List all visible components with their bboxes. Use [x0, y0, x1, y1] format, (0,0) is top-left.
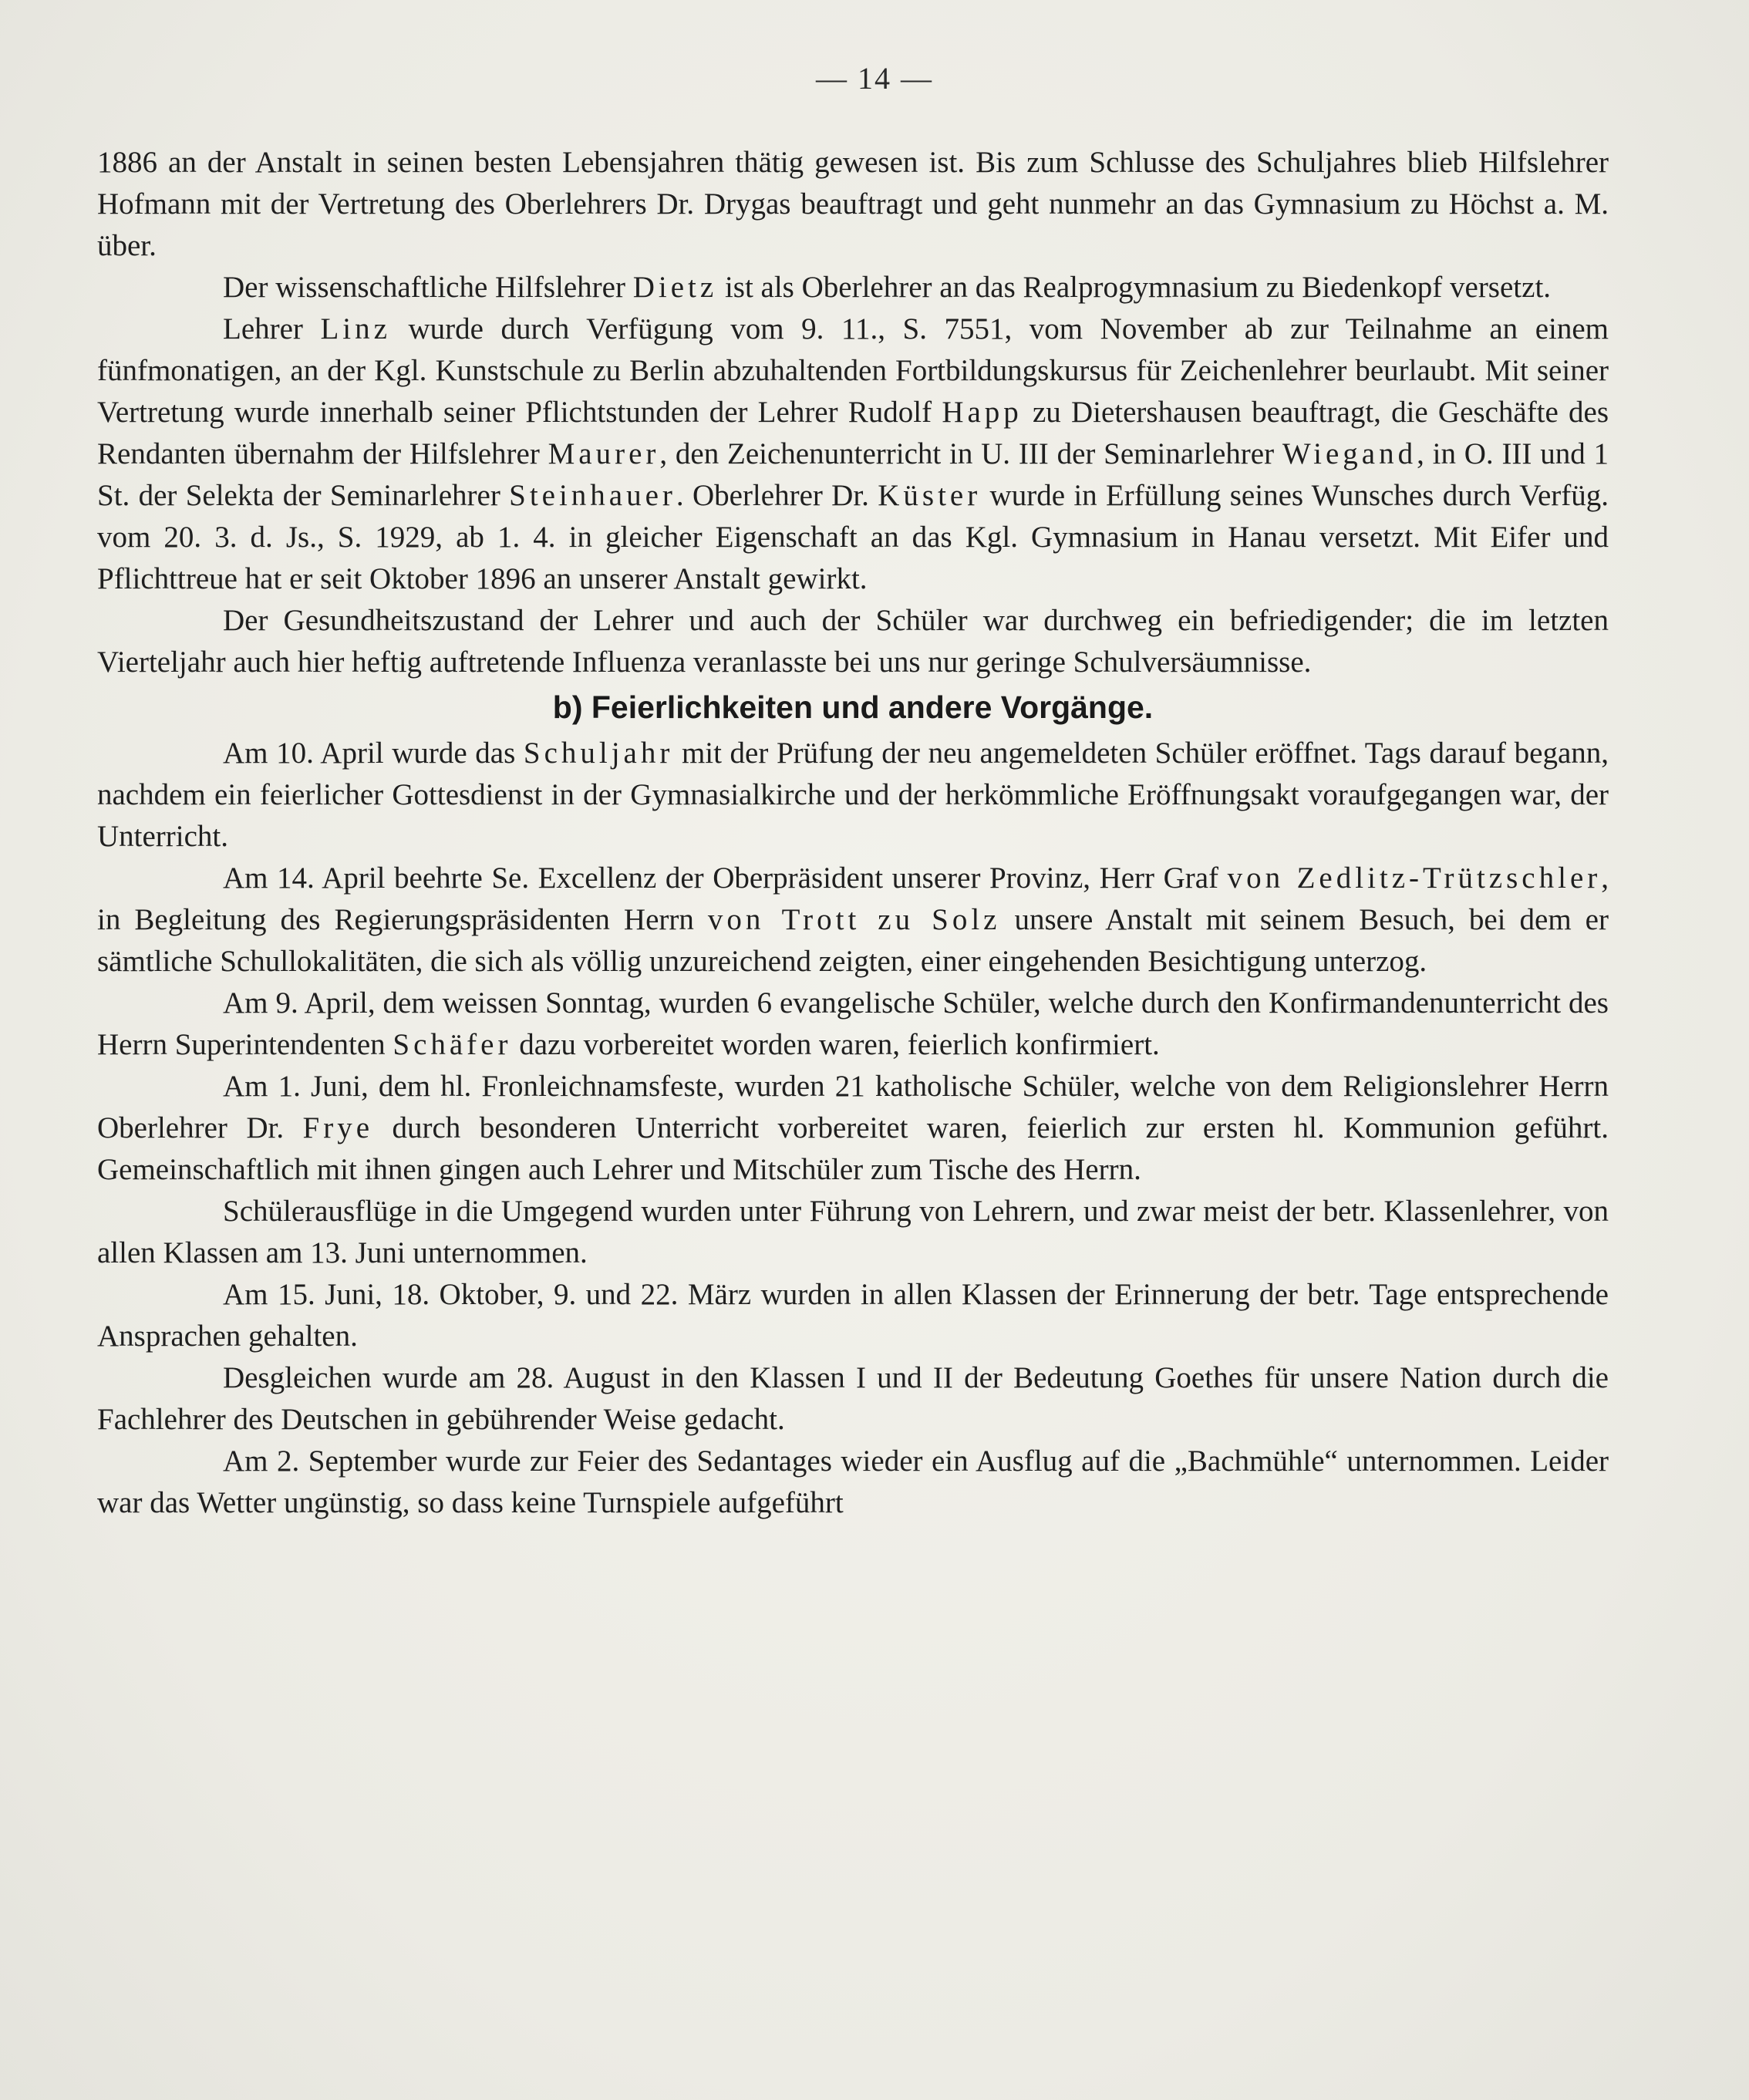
paragraph-oberpraesident-visit	[97, 858, 1609, 983]
paragraph-commemorations: Am 15. Juni, 18. Oktober, 9. und 22. März wurden in allen Klassen der Erinnerung der betr. Tage entsprechende Ansprachen gehalten.	[97, 1278, 1609, 1353]
paragraph-excursions: Schülerausflüge in die Umgegend wurden unter Führung von Lehrern, und zwar meist der betr. Klassenlehrer, von allen Klassen am 13. Juni unternommen.	[97, 1195, 1609, 1269]
person-name-dietz: Dietz	[632, 271, 718, 304]
paragraph-goethe: Desgleichen wurde am 28. August in den Klassen I und II der Bedeutung Goethes für unsere Nation durch die Fachlehrer des Deutschen in gebührender Weise gedacht.	[97, 1361, 1609, 1436]
paragraph-communion	[97, 1066, 1609, 1191]
text-run: Am 1. Juni, dem hl. Fronleichnamsfeste, wurden 21 katholische Schüler, welche von dem Religionslehrer Herrn Oberlehrer Dr.	[97, 1070, 1609, 1144]
body-text	[97, 142, 1609, 1524]
paragraph-health: Der Gesundheitszustand der Lehrer und auch der Schüler war durchweg ein befriedigender; die im letzten Vierteljahr auch hier heftig auftretende Influenza veranlasste bei uns nur geringe Schulversäumnisse.	[97, 604, 1609, 679]
text-run: dazu vorbereitet worden waren, feierlich konfirmiert.	[511, 1028, 1160, 1061]
paragraph-linz	[97, 308, 1609, 600]
text-run: unsere Anstalt mit seinem Besuch, bei dem er sämtliche Schullokalitäten, die sich als völlig unzureichend zeigten, einer eingehenden Besichtigung unterzog.	[97, 903, 1609, 978]
paragraph-dietz	[97, 267, 1609, 308]
person-name-schaefer: Schäfer	[393, 1028, 512, 1061]
text-run: zu Dietershausen beauftragt, die Geschäfte des Rendanten übernahm der Hilfslehrer	[97, 396, 1609, 470]
person-name-zedlitz: von Zedlitz-Trützschler	[1227, 861, 1602, 895]
text-run: Am 14. April beehrte Se. Excellenz der Oberpräsident unserer Provinz, Herr Graf	[223, 861, 1228, 895]
paragraph-confirmation	[97, 983, 1609, 1066]
text-run: wurde durch Verfügung vom 9. 11., S. 7551, vom November ab zur Teilnahme an einem fünfmonatigen, an der Kgl. Kunstschule zu Berlin abzuhaltenden Fortbildungskursus für Zeichenlehrer beurlaubt. Mit seiner Vertretung wurde innerhalb seiner Pflichtstunden der Lehrer Rudolf	[97, 312, 1609, 429]
person-name-steinhauer: Steinhauer	[509, 479, 676, 512]
section-heading: b) Feierlichkeiten und andere Vorgänge.	[552, 689, 1154, 725]
text-run: mit der Prüfung der neu angemeldeten Schüler eröffnet. Tags darauf begann, nachdem ein feierlicher Gottesdienst in der Gymnasialkirche und der herkömmliche Eröffnungsakt voraufgegangen war, der Unterricht.	[97, 737, 1609, 853]
text-run: ist als Oberlehrer an das Realprogymnasium zu Biedenkopf versetzt.	[717, 271, 1552, 304]
page-number: — 14 —	[816, 61, 933, 96]
text-run: durch besonderen Unterricht vorbereitet waren, feierlich zur ersten hl. Kommunion geführt. Gemeinschaftlich mit ihnen gingen auch Lehrer und Mitschüler zum Tische des Herrn.	[97, 1111, 1609, 1186]
person-name-maurer: Maurer	[548, 437, 660, 470]
person-name-wiegand: Wiegand	[1282, 437, 1417, 470]
text-run: . Oberlehrer Dr.	[676, 479, 878, 512]
person-name-happ: Happ	[942, 396, 1023, 429]
paragraph-school-year-opening	[97, 733, 1609, 858]
text-run: Lehrer	[223, 312, 321, 346]
paragraph-sedan-day: Am 2. September wurde zur Feier des Sedantages wieder ein Ausflug auf die „Bachmühle“ unternommen. Leider war das Wetter ungünstig, so dass keine Turnspiele aufgeführt	[97, 1444, 1609, 1519]
person-name-frye: Frye	[302, 1111, 374, 1144]
person-name-linz: Linz	[320, 312, 391, 346]
emphasis-schuljahr: Schuljahr	[523, 737, 674, 770]
text-run: , in O. III und 1 St. der Selekta der Seminarlehrer	[97, 437, 1609, 512]
text-run: Der wissenschaftliche Hilfslehrer	[223, 271, 633, 304]
text-run: wurde in Erfüllung seines Wunsches durch Verfüg. vom 20. 3. d. Js., S. 1929, ab 1. 4. in gleicher Eigenschaft an das Kgl. Gymnasium in Hanau versetzt. Mit Eifer und Pflichttreue hat er seit Oktober 1896 an unserer Anstalt gewirkt.	[97, 479, 1609, 595]
person-name-kuester: Küster	[878, 479, 982, 512]
text-run: , den Zeichenunterricht in U. III der Seminarlehrer	[659, 437, 1282, 470]
text-run: Am 9. April, dem weissen Sonntag, wurden 6 evangelische Schüler, welche durch den Konfirmandenunterricht des Herrn Superintendenten	[97, 986, 1609, 1061]
text-run: , in Begleitung des Regierungspräsidenten Herrn	[97, 861, 1609, 936]
person-name-trott: von Trott zu Solz	[707, 903, 1001, 936]
text-run: Am 10. April wurde das	[223, 737, 524, 770]
paragraph-hofmann: 1886 an der Anstalt in seinen besten Lebensjahren thätig gewesen ist. Bis zum Schlusse des Schuljahres blieb Hilfslehrer Hofmann mit der Vertretung des Oberlehrers Dr. Drygas beauftragt und geht nunmehr an das Gymnasium zu Höchst a. M. über.	[97, 146, 1609, 262]
